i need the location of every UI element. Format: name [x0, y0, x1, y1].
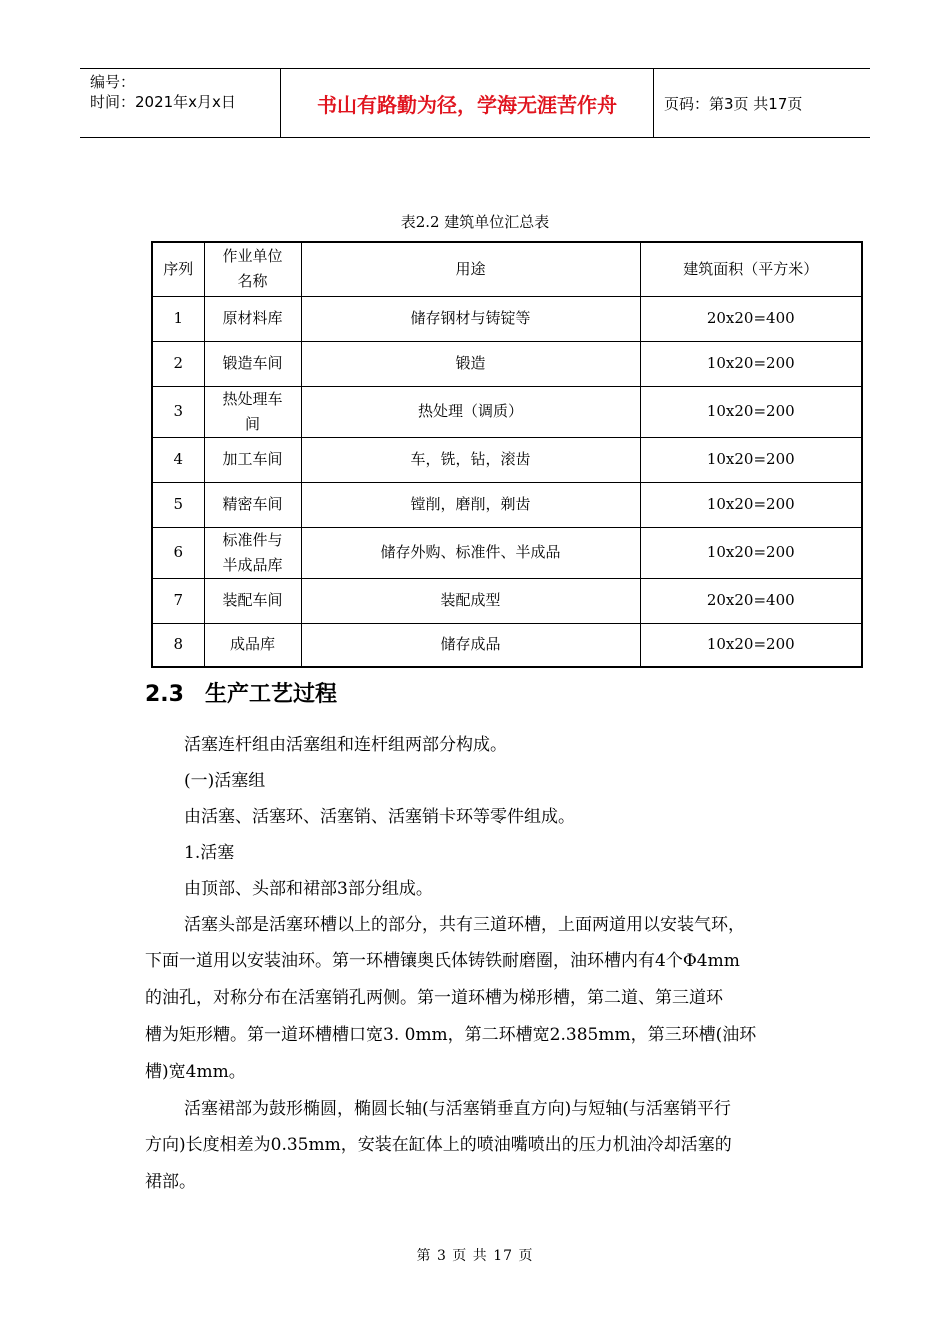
paragraph: 由活塞、活塞环、活塞销、活塞销卡环等零件组成。: [184, 807, 575, 827]
table-cell: 储存外购、标准件、半成品: [301, 527, 640, 578]
table-cell: 1: [152, 296, 204, 341]
header-cell: 序列: [152, 242, 204, 296]
table-row: [152, 527, 862, 578]
table-cell: 锻造: [301, 341, 640, 386]
table-cell: 10x20=200: [640, 386, 862, 437]
page-number-label: 页码：第3页 共17页: [664, 94, 803, 113]
table-cell: 原材料库: [204, 296, 301, 341]
table-cell: 7: [152, 578, 204, 623]
table-row: [152, 623, 862, 667]
table-cell: 3: [152, 386, 204, 437]
header-motto: 书山有路勤为径，学海无涯苦作舟: [281, 69, 654, 137]
paragraph: (一)活塞组: [184, 771, 266, 791]
page-header: [80, 68, 870, 138]
table-cell: 5: [152, 482, 204, 527]
section-heading: [145, 677, 337, 708]
number-label: 编号：: [90, 73, 136, 91]
table-cell: 热处理（调质）: [301, 386, 640, 437]
table-cell: 装配成型: [301, 578, 640, 623]
table-cell: 成品库: [204, 623, 301, 667]
table-row: [152, 437, 862, 482]
table-cell: 2: [152, 341, 204, 386]
section-title: 生产工艺过程: [205, 682, 338, 707]
table-cell: 10x20=200: [640, 527, 862, 578]
table-cell: 6: [152, 527, 204, 578]
table-row: [152, 296, 862, 341]
table-cell: 车，铣，钻，滚齿: [301, 437, 640, 482]
table-cell: 精密车间: [204, 482, 301, 527]
table-cell: 10x20=200: [640, 341, 862, 386]
table-caption: 表2.2 建筑单位汇总表: [400, 213, 550, 231]
table-row: [152, 578, 862, 623]
table-cell: 热处理车间: [204, 386, 301, 437]
header-cell: 用途: [301, 242, 640, 296]
header-meta: [80, 69, 281, 137]
header-cell: 作业单位名称: [204, 242, 301, 296]
table-header-row: [152, 242, 862, 296]
paragraph: 活塞连杆组由活塞组和连杆组两部分构成。: [184, 735, 507, 755]
table-cell: 10x20=200: [640, 623, 862, 667]
table-row: [152, 482, 862, 527]
paragraph-line: 的油孔，对称分布在活塞销孔两侧。第一道环槽为梯形槽，第二道、第三道环: [145, 988, 723, 1008]
section-number: 2.3: [145, 682, 184, 707]
paragraph-line: 槽为矩形糟。第一道环槽槽口宽3. 0mm，第二环槽宽2.385mm，第三环槽(油环: [145, 1025, 757, 1045]
paragraph: 由顶部、头部和裙部3部分组成。: [184, 879, 433, 899]
table-cell: 装配车间: [204, 578, 301, 623]
paragraph-line: 活塞头部是活塞环槽以上的部分，共有三道环槽，上面两道用以安装气环，: [184, 915, 745, 935]
paragraph-line: 槽)宽4mm。: [145, 1062, 246, 1082]
page-footer: 第 3 页 共 17 页: [416, 1248, 534, 1264]
table-cell: 20x20=400: [640, 296, 862, 341]
table-cell: 4: [152, 437, 204, 482]
table-cell: 储存成品: [301, 623, 640, 667]
date-label: 时间：2021年x月x日: [90, 93, 236, 111]
header-cell: 建筑面积（平方米）: [640, 242, 862, 296]
table-cell: 8: [152, 623, 204, 667]
building-units-table: [151, 241, 863, 668]
paragraph-line: 裙部。: [145, 1172, 196, 1192]
table-cell: 镗削，磨削，剃齿: [301, 482, 640, 527]
table-cell: 20x20=400: [640, 578, 862, 623]
paragraph: 1.活塞: [184, 843, 235, 863]
table-cell: 加工车间: [204, 437, 301, 482]
table-cell: 标准件与半成品库: [204, 527, 301, 578]
table-cell: 储存钢材与铸锭等: [301, 296, 640, 341]
table-cell: 10x20=200: [640, 437, 862, 482]
table-row: [152, 386, 862, 437]
table-row: [152, 341, 862, 386]
paragraph-line: 活塞裙部为鼓形椭圆，椭圆长轴(与活塞销垂直方向)与短轴(与活塞销平行: [184, 1099, 731, 1119]
table-cell: 锻造车间: [204, 341, 301, 386]
table-cell: 10x20=200: [640, 482, 862, 527]
paragraph-line: 下面一道用以安装油环。第一环槽镶奥氏体铸铁耐磨圈，油环槽内有4个Φ4mm: [145, 951, 740, 971]
paragraph-line: 方向)长度相差为0.35mm，安装在缸体上的喷油嘴喷出的压力机油冷却活塞的: [145, 1135, 732, 1155]
